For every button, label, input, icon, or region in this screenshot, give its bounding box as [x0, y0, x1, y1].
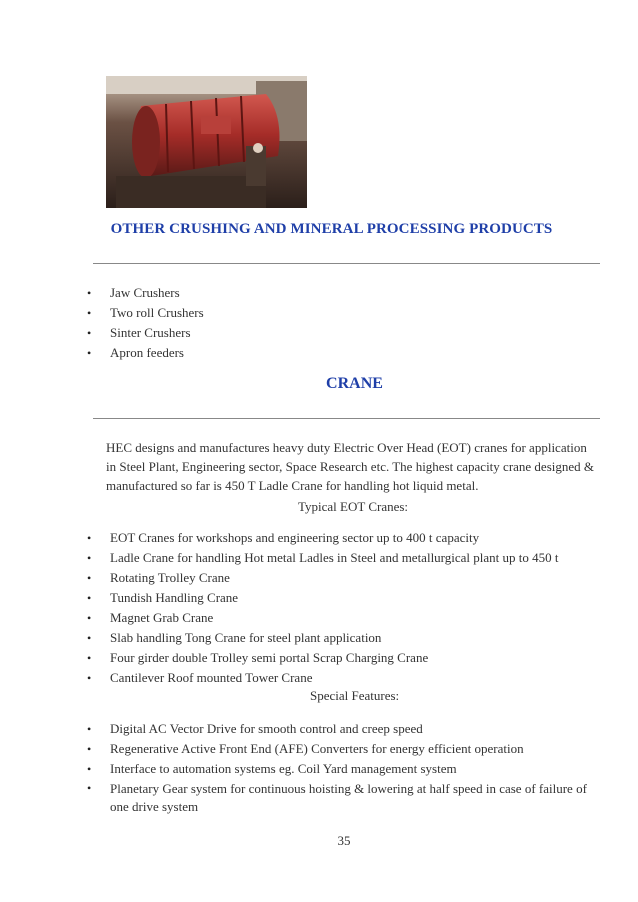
- typical-cranes-list: [0, 528, 559, 688]
- list-item: • Slab handling Tong Crane for steel plant application: [0, 628, 559, 648]
- list-item: • Digital AC Vector Drive for smooth control and creep speed: [0, 719, 600, 739]
- special-features-list: [0, 719, 600, 816]
- list-item: • Apron feeders: [0, 343, 204, 363]
- list-item: • Two roll Crushers: [0, 303, 204, 323]
- list-item: • Tundish Handling Crane: [0, 588, 559, 608]
- list-item: • Four girder double Trolley semi portal Scrap Charging Crane: [0, 648, 559, 668]
- typical-cranes-heading: Typical EOT Cranes:: [298, 499, 409, 514]
- list-item: • Sinter Crushers: [0, 323, 204, 343]
- special-features-heading: Special Features:: [310, 688, 400, 703]
- list-item: • Interface to automation systems eg. Coil Yard management system: [0, 759, 600, 779]
- list-item: • EOT Cranes for workshops and engineering sector up to 400 t capacity: [0, 528, 559, 548]
- list-item: • Magnet Grab Crane: [0, 608, 559, 628]
- list-item: • Ladle Crane for handling Hot metal Ladles in Steel and metallurgical plant up to 450 t: [0, 548, 559, 568]
- mill-photo: [106, 76, 307, 208]
- crushing-products-list: [0, 283, 204, 363]
- list-item: • Cantilever Roof mounted Tower Crane: [0, 668, 559, 688]
- list-item: • Jaw Crushers: [0, 283, 204, 303]
- crane-intro-paragraph: HEC designs and manufactures heavy duty Electric Over Head (EOT) cranes for application in Steel Plant, Engineering sector, Space Research etc. The highest capacity crane designed & manufactured so far is 450 T Ladle Crane for handling hot liquid metal.: [106, 440, 595, 493]
- list-item: • Rotating Trolley Crane: [0, 568, 559, 588]
- divider: [93, 418, 600, 419]
- section-title-crushing: OTHER CRUSHING AND MINERAL PROCESSING PRODUCTS: [110, 221, 553, 237]
- list-item: • Regenerative Active Front End (AFE) Converters for energy efficient operation: [0, 739, 600, 759]
- list-item: • Planetary Gear system for continuous hoisting & lowering at half speed in case of failure of one drive system: [0, 779, 600, 816]
- section-title-crane: CRANE: [326, 375, 383, 392]
- divider: [93, 263, 600, 264]
- page-number: 35: [337, 833, 351, 848]
